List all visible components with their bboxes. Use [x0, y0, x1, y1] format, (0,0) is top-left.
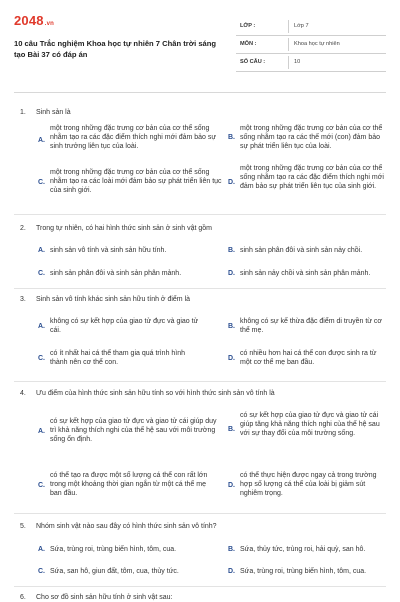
option-text: có nhiều hơn hai cá thể con được sinh ra từ một cơ thể mẹ ban đầu. [240, 350, 377, 367]
option-text: sinh sản vô tính và sinh sản hữu tính. [50, 247, 167, 254]
option-label: C. [38, 355, 45, 362]
meta-row-class [236, 18, 386, 36]
meta-key: SỐ CÂU : [240, 59, 266, 65]
option-label: C. [38, 568, 45, 575]
page-header [14, 8, 386, 92]
option-label: B. [228, 134, 235, 141]
meta-value: 10 [294, 59, 301, 65]
header-divider [14, 92, 386, 93]
option-label: B. [228, 426, 235, 433]
option-label: A. [38, 323, 45, 330]
meta-key: MÔN : [240, 41, 257, 47]
meta-row-subject [236, 36, 386, 54]
meta-key: LỚP : [240, 23, 256, 29]
question-text: Trong tự nhiên, có hai hình thức sinh sản ở sinh vật gồm [36, 225, 212, 232]
document-title: 10 câu Trắc nghiệm Khoa học tự nhiên 7 Chân trời sáng tạo Bài 37 có đáp án [14, 39, 217, 59]
meta-separator [288, 38, 289, 51]
option-label: D. [228, 482, 235, 489]
option-text: có sự kết hợp của giao tử đực và giao tử cái giúp tăng khả năng thích nghi của thế hệ sau với sự thay đổi của môi trường sống. [240, 412, 380, 438]
option-label: A. [38, 428, 45, 435]
option-label: C. [38, 270, 45, 277]
question-divider [14, 288, 386, 289]
meta-value: Lớp 7 [294, 23, 309, 29]
option-text: Sứa, san hô, giun đất, tôm, cua, thủy tức. [50, 568, 179, 575]
option-text: sinh sản phân đôi và sinh sản phân mảnh. [50, 270, 182, 277]
option-text: sinh sản nảy chồi và sinh sản phân mảnh. [240, 270, 371, 277]
meta-separator [288, 20, 289, 33]
question-text: Cho sơ đồ sinh sản hữu tính ở sinh vật sau: [36, 594, 173, 601]
option-text: không có sự kế thừa đặc điểm di truyền từ cơ thể mẹ. [240, 318, 382, 335]
option-text: có ít nhất hai cá thể tham gia quá trình hình thành nên cơ thể con. [50, 350, 186, 367]
option-label: B. [228, 247, 235, 254]
option-text: sinh sản phân đôi và sinh sản nảy chồi. [240, 247, 363, 254]
question-number: 1. [20, 109, 26, 116]
question-divider [14, 381, 386, 382]
option-label: D. [228, 568, 235, 575]
logo-number: 2048 [14, 13, 44, 28]
question-text: Sinh sản vô tính khác sinh sản hữu tính ở điểm là [36, 296, 191, 303]
logo-suffix: .vn [44, 21, 55, 27]
option-label: B. [228, 546, 235, 553]
option-text: có thể tạo ra được một số lượng cá thể con rất lớn trong một khoảng thời gian ngắn từ một cá thể mẹ ban đầu. [50, 472, 208, 498]
option-text: một trong những đặc trưng cơ bản của cơ thể sống nhằm tạo ra các đặc điểm thích nghi mới đảm bảo sự sinh trưởng liên tục của loài. [50, 125, 217, 151]
question-number: 4. [20, 390, 26, 397]
question-divider [14, 586, 386, 587]
question-divider [14, 513, 386, 514]
option-label: A. [38, 247, 45, 254]
option-label: D. [228, 355, 235, 362]
option-label: B. [228, 323, 235, 330]
meta-row-count [236, 54, 386, 72]
option-text: không có sự kết hợp của giao tử đực và giao tử cái. [50, 318, 199, 335]
option-label: C. [38, 482, 45, 489]
meta-separator [288, 56, 289, 69]
site-logo[interactable] [14, 12, 54, 29]
meta-value: Khoa học tự nhiên [294, 41, 340, 47]
option-text: một trong những đặc trưng cơ bản của cơ thể sống nhằm tạo ra các đặc điểm thích nghi mới đảm bảo sự phát triển liên tục của sinh giới. [240, 165, 384, 191]
question-number: 5. [20, 523, 26, 530]
option-text: Sứa, thủy tức, trùng roi, hải quỳ, san hô. [240, 546, 366, 553]
question-text: Ưu điểm của hình thức sinh sản hữu tính so với hình thức sinh sản vô tính là [36, 390, 275, 397]
question-number: 3. [20, 296, 26, 303]
meta-info-box [236, 18, 386, 72]
option-text: Sứa, trùng roi, trùng biến hình, tôm, cua. [240, 568, 367, 575]
option-text: một trong những đặc trưng cơ bản của cơ thể sống nhằm tạo ra các loài mới đảm bảo sự phát triển liên tục của sinh giới. [50, 169, 222, 195]
option-text: Sứa, trùng roi, trùng biến hình, tôm, cua. [50, 546, 177, 553]
option-text: có sự kết hợp của giao tử đực và giao tử cái giúp duy trì khả năng thích nghi của thế hệ sau với môi trường sống ổn định. [50, 418, 217, 444]
option-label: A. [38, 546, 45, 553]
option-label: D. [228, 179, 235, 186]
question-number: 6. [20, 594, 26, 601]
option-text: một trong những đặc trưng cơ bản của cơ thể sống nhằm tạo ra các thế mới (con) đảm bảo sự phát triển liên tục của loài. [240, 125, 383, 151]
question-number: 2. [20, 225, 26, 232]
question-divider [14, 214, 386, 215]
question-text: Nhóm sinh vật nào sau đây có hình thức sinh sản vô tính? [36, 523, 217, 530]
option-label: C. [38, 179, 45, 186]
question-text: Sinh sản là [36, 109, 71, 116]
option-text: có thể thực hiện được ngay cả trong trường hợp số lượng cá thể của loài bị giảm sút nghiêm trọng. [240, 472, 377, 498]
option-label: A. [38, 137, 45, 144]
option-label: D. [228, 270, 235, 277]
